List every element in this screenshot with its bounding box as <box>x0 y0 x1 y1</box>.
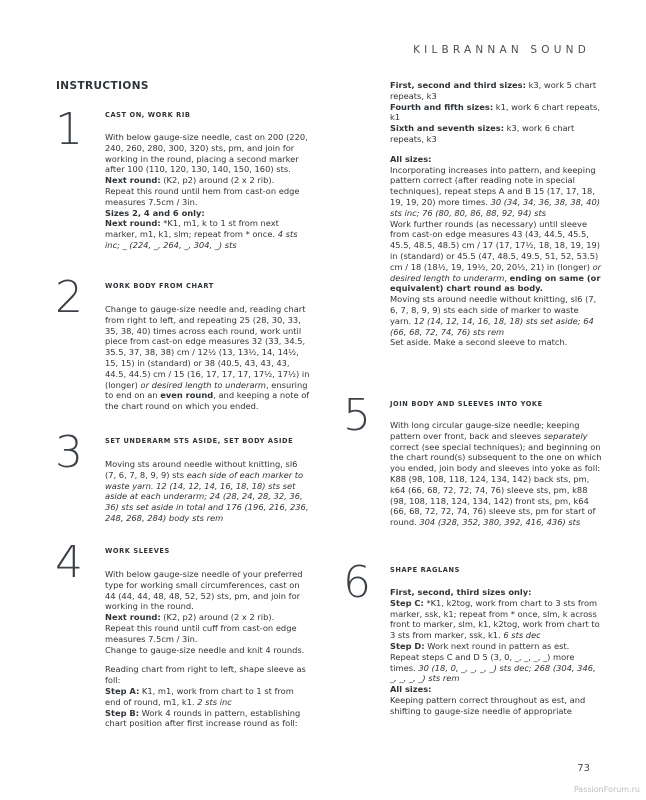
instruction-text: (K2, p2) around (2 x 2 rib). <box>160 175 275 186</box>
step-heading-1: CAST ON, WORK RIB <box>105 111 191 119</box>
instruction-text: With below gauge-size needle of your preferred type for working small circumferences, cast on 44 (44, 44, 48, 48, 52, 52) sts, pm, and join for working in the round. <box>105 569 303 612</box>
instruction-text: Change to gauge-size needle and, reading chart from right to left, and repeating 25 (28, 30, 33, 35, 38, 40) times across each round, work until piece from cast-on edge measures 32 (33, 34.5, 35.5, 37, 38, 38) cm / 12½ (13, 13½, 14, 14½, 15, 15) in (standard) or 38 (40.5, 43, 43, 43, 44.5, 44.5) cm / 15 (16, 17, 17, 17, 17½, 17½) in (longer) <box>105 304 310 390</box>
instruction-text: , ensuring to end on an <box>105 379 308 401</box>
instruction-paragraph <box>390 219 602 295</box>
step-heading-2: WORK BODY FROM CHART <box>105 282 214 290</box>
instruction-paragraph <box>105 218 310 250</box>
step-5-body <box>390 420 602 528</box>
instruction-text: Repeat this round until cuff from cast-on edge measures 7.5cm / 3in. <box>105 622 297 644</box>
step-heading-5: JOIN BODY AND SLEEVES INTO YOKE <box>390 400 543 408</box>
instruction-paragraph <box>105 175 310 186</box>
instruction-text: even round <box>160 390 214 401</box>
step-label: Next round: <box>105 612 161 623</box>
stitch-count: 12 (14, 12, 14, 16, 18, 18) sts set aside; 64 (66, 68, 72, 74, 76) sts rem <box>390 315 594 337</box>
instruction-text: Moving sts around needle without knitting, sl6 (7, 6, 7, 8, 9, 9) sts each side of marker to waste yarn. <box>390 294 597 326</box>
step-3-body <box>105 459 310 524</box>
step-label: All sizes: <box>390 684 432 695</box>
instruction-paragraph <box>105 664 310 686</box>
step-label: Step A: <box>105 685 140 696</box>
instruction-paragraph <box>390 80 602 102</box>
instruction-text: K88 (98, 108, 118, 124, 134, 142) back sts, pm, k64 (66, 68, 72, 72, 74, 76) sleeve sts, pm, k88 (98, 108, 118, 124, 134, 142) front sts, pm, k64 (66, 68, 72, 72, 74, 76) sleeve sts, pm for start of round. <box>390 473 596 528</box>
stitch-count: or desired length to underarm <box>390 261 602 283</box>
instruction-text: *K1, k2tog, work from chart to 3 sts from marker, ssk, k1; repeat from * once, slm, k across front to marker, slm, k1, k2tog, work from chart to 3 sts from marker, ssk, k1. <box>390 597 600 641</box>
instruction-paragraph <box>105 686 310 708</box>
step-heading-6: SHAPE RAGLANS <box>390 566 460 574</box>
step-4-continued-body <box>390 80 602 348</box>
instruction-text: , <box>504 272 510 283</box>
instruction-paragraph <box>105 612 310 623</box>
instruction-text: Incorporating increases into pattern, and keeping pattern correct (after reading note in special techniques), repeat steps A and B 15 (17, 17, 18, 19, 19, 20) more times. <box>390 164 596 207</box>
instruction-text: Repeat this round until hem from cast-on edge measures 7.5cm / 3in. <box>105 185 300 207</box>
section-title: INSTRUCTIONS <box>56 80 149 92</box>
step-label: Fourth and fifth sizes: <box>390 101 494 112</box>
step-label: Sizes 2, 4 and 6 only: <box>105 207 205 218</box>
instruction-text: Moving sts around needle without knitting, sl6 (7, 6, 7, 8, 9, 9) sts <box>105 459 298 480</box>
paragraph-gap <box>105 655 310 664</box>
instruction-text: Change to gauge-size needle and knit 4 rounds. <box>105 644 305 655</box>
instruction-text: k3, work 6 chart repeats, k3 <box>390 123 575 144</box>
instruction-paragraph <box>390 154 602 165</box>
stitch-count: 30 (18, 0, _, _, _, _) sts dec; 268 (304, 346, _, _, _, _) sts rem <box>390 662 596 684</box>
running-header: KILBRANNAN SOUND <box>413 44 590 56</box>
instruction-paragraph <box>390 641 602 652</box>
step-2-body <box>105 304 310 412</box>
instruction-paragraph <box>105 208 310 219</box>
instruction-text: Work 4 rounds in pattern, establishing chart position after first increase round as foll: <box>105 707 301 729</box>
instruction-paragraph <box>105 708 310 730</box>
page-number: 73 <box>577 763 590 774</box>
step-1-body <box>105 132 310 251</box>
instruction-paragraph <box>105 304 310 412</box>
instruction-text: (K2, p2) around (2 x 2 rib). <box>160 612 275 623</box>
step-label: All sizes: <box>390 153 432 164</box>
instruction-text: Set aside. Make a second sleeve to match. <box>390 337 568 348</box>
step-label: Next round: <box>105 175 161 186</box>
instruction-paragraph <box>105 569 310 612</box>
step-label: Step D: <box>390 640 425 651</box>
step-6-body <box>390 587 602 717</box>
step-label: First, second and third sizes: <box>390 80 526 90</box>
instruction-paragraph <box>105 186 310 208</box>
instruction-text: Work further rounds (as necessary) until sleeve from cast-on edge measures 43 (43, 44.5, 45.5, 45.5, 48.5, 48.5) cm / 17 (17, 17½, 18, 18, 19, 19) in (standard) or 45.5 (47, 48.5, 49.5, 51, 52, 53.5) cm / 18 (18½, 19, 19½, 20, 20½, 21) in (longer) <box>390 218 600 272</box>
instruction-paragraph <box>105 645 310 656</box>
stitch-count: 4 sts inc; _ (224, _, 264, _, 304, _) sts <box>105 229 298 250</box>
instruction-text: correct (see special techniques); and beginning on the chart round(s) subsequent to the one on which you ended, join body and sleeves into yoke as foll: <box>390 441 602 474</box>
step-number-5: 5 <box>343 390 371 441</box>
stitch-count: each side of each marker to waste yarn. 12 (14, 12, 14, 16, 18, 18) sts set aside at each underarm; 24 (28, 24, 28, 32, 36, 36) sts set aside in total and 176 (196, 216, 236, 248, 268, 284) body sts rem <box>105 469 309 523</box>
instruction-paragraph <box>390 102 602 124</box>
instruction-text: Reading chart from right to left, shape sleeve as foll: <box>105 664 306 686</box>
instruction-paragraph <box>105 132 310 175</box>
instruction-text: Keeping pattern correct throughout as est, and shifting to gauge-size needle of appropriate <box>390 694 586 716</box>
stitch-count: 6 sts dec <box>503 630 541 641</box>
stitch-count: or desired length to underarm <box>140 379 267 390</box>
step-number-4: 4 <box>55 537 83 588</box>
instruction-paragraph <box>390 474 602 528</box>
step-label: Step B: <box>105 707 140 718</box>
instruction-text: With below gauge-size needle, cast on 200 (220, 240, 260, 280, 300, 320) sts, pm, and join for working in the round, placing a second marker after 100 (110, 120, 130, 140, 150, 160) sts. <box>105 132 308 175</box>
instruction-paragraph <box>390 294 602 337</box>
step-label: Next round: <box>105 218 161 229</box>
instruction-paragraph <box>390 598 602 641</box>
instruction-paragraph <box>390 587 602 598</box>
instruction-text: Repeat steps C and D 5 (3, 0, _, _, _, _) more times. <box>390 651 575 673</box>
step-heading-4: WORK SLEEVES <box>105 547 170 555</box>
step-label: Step C: <box>390 597 424 608</box>
instruction-paragraph <box>390 695 602 717</box>
stitch-count: 304 (328, 352, 380, 392, 416, 436) sts <box>419 517 581 528</box>
instruction-paragraph <box>390 123 602 145</box>
step-heading-3: SET UNDERARM STS ASIDE, SET BODY ASIDE <box>105 437 294 445</box>
instruction-paragraph <box>390 420 602 474</box>
watermark: PassionForum.ru <box>573 785 640 794</box>
step-number-6: 6 <box>343 557 371 608</box>
instruction-text: ending on same (or equivalent) chart round as body. <box>390 272 601 294</box>
instruction-text: Work next round in pattern as est. <box>424 640 570 651</box>
instruction-text: k3, work 5 chart repeats, k3 <box>390 80 597 101</box>
step-number-3: 3 <box>55 427 83 478</box>
step-number-1: 1 <box>55 104 83 155</box>
step-label: Sixth and seventh sizes: <box>390 123 505 134</box>
step-number-2: 2 <box>55 272 83 323</box>
instruction-text: , and keeping a note of the chart round on which you ended. <box>105 390 310 412</box>
step-4-body <box>105 569 310 729</box>
instruction-paragraph <box>390 684 602 695</box>
stitch-count: separately <box>543 430 588 441</box>
stitch-count: 30 (34, 34, 36, 38, 38, 40) sts inc; 76 (80, 80, 86, 88, 92, 94) sts <box>390 196 600 218</box>
instruction-text: K1, m1, work from chart to 1 st from end of round, m1, k1. <box>105 685 294 707</box>
stitch-count: 2 sts inc <box>197 696 232 707</box>
paragraph-gap <box>390 145 602 154</box>
instruction-paragraph <box>105 459 310 524</box>
instruction-text: With long circular gauge-size needle; keeping pattern over front, back and sleeves <box>390 420 580 441</box>
step-label: First, second, third sizes only: <box>390 587 532 597</box>
instruction-paragraph <box>105 623 310 645</box>
instruction-paragraph <box>390 337 602 348</box>
instruction-paragraph <box>390 652 602 684</box>
instruction-text: k1, work 6 chart repeats, k1 <box>390 101 600 123</box>
instruction-text: *K1, m1, k to 1 st from next marker, m1, k1, slm; repeat from * once. <box>105 218 279 240</box>
instruction-paragraph <box>390 165 602 219</box>
